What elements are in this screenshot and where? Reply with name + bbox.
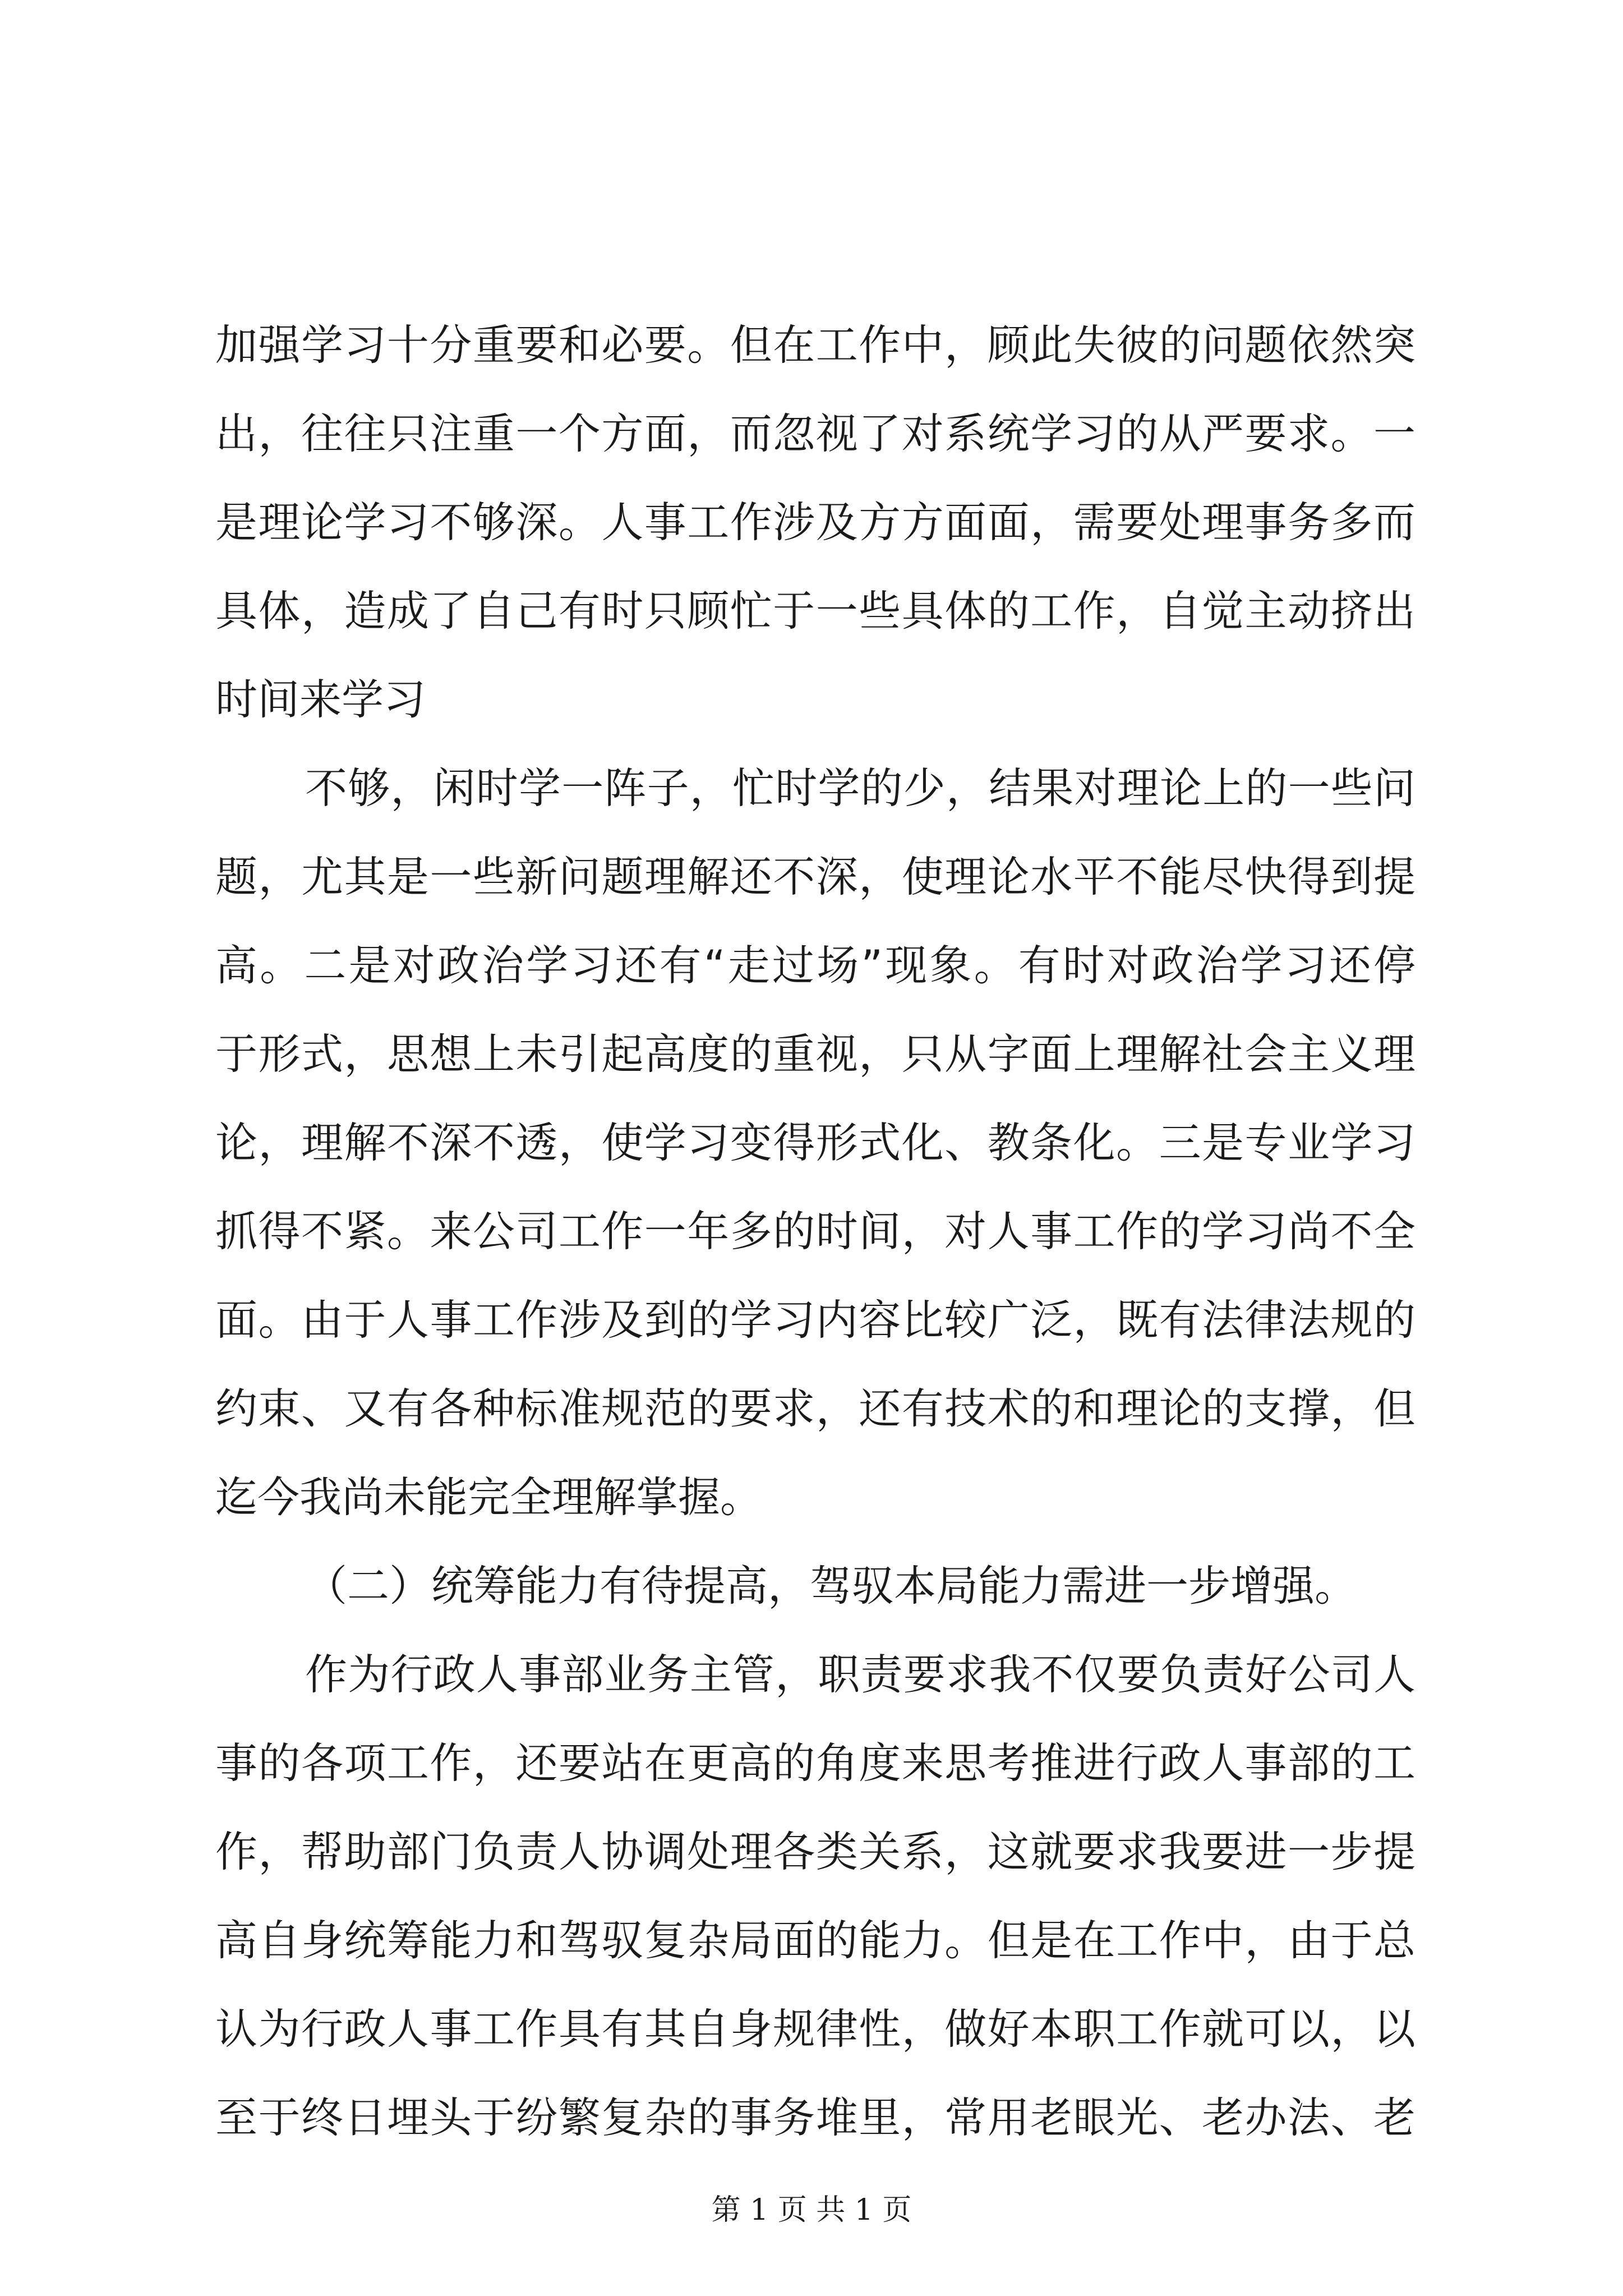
text-line: 迄今我尚未能完全理解掌握。 bbox=[215, 1473, 763, 1522]
text-line: 事的各项工作，还要站在更高的角度来思考推进行政人事部的工 bbox=[215, 1738, 1415, 1788]
text-line: 抓得不紧。来公司工作一年多的时间，对人事工作的学习尚不全 bbox=[215, 1207, 1415, 1256]
text-line: 加强学习十分重要和必要。但在工作中，顾此失彼的问题依然突 bbox=[215, 320, 1415, 370]
paragraph-first-line: 作为行政人事部业务主管，职责要求我不仅要负责好公司人 bbox=[305, 1650, 1415, 1699]
text-line: 面。由于人事工作涉及到的学习内容比较广泛，既有法律法规的 bbox=[215, 1295, 1415, 1345]
text-line: 作，帮助部门负责人协调处理各类关系，这就要求我要进一步提 bbox=[215, 1827, 1415, 1876]
text-line: 约束、又有各种标准规范的要求，还有技术的和理论的支撑，但 bbox=[215, 1384, 1415, 1433]
text-line: 具体，造成了自己有时只顾忙于一些具体的工作，自觉主动挤出 bbox=[215, 586, 1415, 636]
text-line: 高自身统筹能力和驾驭复杂局面的能力。但是在工作中，由于总 bbox=[215, 1916, 1415, 1965]
text-line: 高。二是对政治学习还有“走过场”现象。有时对政治学习还停 bbox=[215, 941, 1415, 990]
text-line: 是理论学习不够深。人事工作涉及方方面面，需要处理事务多而 bbox=[215, 498, 1415, 547]
text-line: 认为行政人事工作具有其自身规律性，做好本职工作就可以，以 bbox=[215, 2004, 1415, 2054]
text-line: 题，尤其是一些新问题理解还不深，使理论水平不能尽快得到提 bbox=[215, 852, 1415, 901]
text-line: 至于终日埋头于纷繁复杂的事务堆里，常用老眼光、老办法、老 bbox=[215, 2093, 1415, 2142]
text-line: 时间来学习 bbox=[215, 675, 426, 724]
text-line: 出，往往只注重一个方面，而忽视了对系统学习的从严要求。一 bbox=[215, 409, 1415, 458]
paragraph-first-line: 不够，闲时学一阵子，忙时学的少，结果对理论上的一些问 bbox=[305, 763, 1415, 813]
text-line: 论，理解不深不透，使学习变得形式化、教条化。三是专业学习 bbox=[215, 1118, 1415, 1167]
text-line: 于形式，思想上未引起高度的重视，只从字面上理解社会主义理 bbox=[215, 1029, 1415, 1079]
page-footer: 第 1 页 共 1 页 bbox=[711, 2193, 912, 2227]
section-heading: （二）统筹能力有待提高，驾驭本局能力需进一步增强。 bbox=[305, 1561, 1357, 1611]
